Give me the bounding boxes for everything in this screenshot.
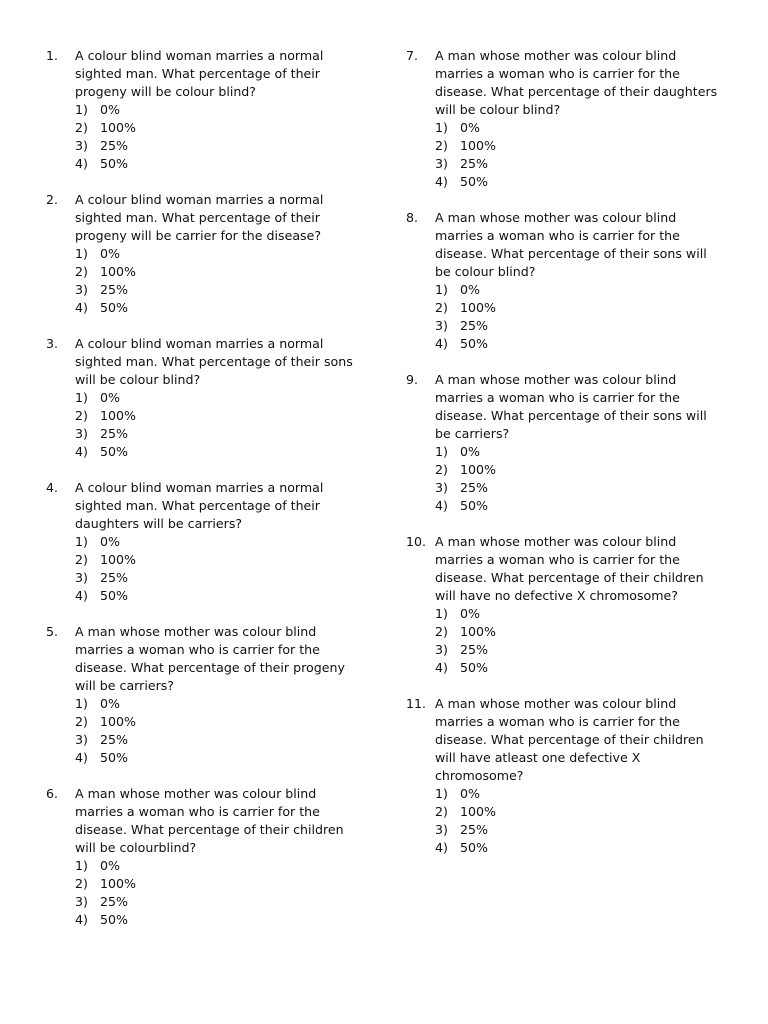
- option[interactable]: [435, 155, 726, 173]
- option-text: 25%: [100, 426, 128, 441]
- column-left: [46, 47, 366, 947]
- question-text: A colour blind woman marries a normal sighted man. What percentage of their progeny will be carrier for the disease?: [75, 192, 324, 243]
- question-text: A colour blind woman marries a normal sighted man. What percentage of their progeny will be colour blind?: [75, 48, 324, 99]
- option-text: 50%: [100, 750, 128, 765]
- option-text: 50%: [100, 912, 128, 927]
- option-text: 50%: [460, 840, 488, 855]
- question-number: 5.: [46, 624, 59, 639]
- question: [46, 191, 366, 317]
- option-text: 50%: [460, 660, 488, 675]
- question-header: [46, 191, 366, 245]
- question-text: A man whose mother was colour blind marries a woman who is carrier for the disease. What percentage of their children will have atleast one defective X chromosome?: [435, 696, 704, 783]
- option-number: 4): [75, 300, 88, 315]
- question-text: A man whose mother was colour blind marries a woman who is carrier for the disease. What percentage of their progeny will be carriers?: [75, 624, 345, 693]
- option-text: 100%: [100, 552, 137, 567]
- question-text: A colour blind woman marries a normal sighted man. What percentage of their sons will be colour blind?: [75, 336, 353, 387]
- option-text: 25%: [460, 480, 488, 495]
- option-number: 3): [75, 570, 88, 585]
- option-number: 2): [75, 714, 88, 729]
- option[interactable]: [75, 713, 366, 731]
- option[interactable]: [435, 479, 726, 497]
- option-text: 0%: [100, 390, 120, 405]
- option-text: 0%: [460, 786, 480, 801]
- question-number: 11.: [406, 696, 427, 711]
- option-list: [75, 245, 366, 317]
- option-number: 2): [75, 264, 88, 279]
- question-number: 7.: [406, 48, 419, 63]
- option-text: 50%: [460, 336, 488, 351]
- option-list: [75, 695, 366, 767]
- question-header: [46, 47, 366, 101]
- option[interactable]: [75, 857, 366, 875]
- option-text: 50%: [460, 174, 488, 189]
- option-number: 2): [75, 408, 88, 423]
- question: [46, 47, 366, 173]
- question-number: 2.: [46, 192, 59, 207]
- option[interactable]: [435, 839, 726, 857]
- option[interactable]: [435, 137, 726, 155]
- option-number: 3): [435, 480, 448, 495]
- option[interactable]: [75, 533, 366, 551]
- option-text: 100%: [460, 138, 497, 153]
- option-number: 3): [75, 282, 88, 297]
- question-header: [46, 785, 366, 857]
- option-text: 100%: [100, 714, 137, 729]
- option[interactable]: [435, 641, 726, 659]
- option-text: 100%: [100, 120, 137, 135]
- option-number: 4): [75, 912, 88, 927]
- column-right: [406, 47, 726, 875]
- option-number: 3): [75, 426, 88, 441]
- question: [406, 209, 726, 353]
- option-text: 0%: [100, 102, 120, 117]
- option-text: 0%: [100, 534, 120, 549]
- option-list: [435, 119, 726, 191]
- option[interactable]: [75, 137, 366, 155]
- option-text: 25%: [100, 282, 128, 297]
- option[interactable]: [75, 389, 366, 407]
- option-number: 4): [435, 336, 448, 351]
- option[interactable]: [75, 245, 366, 263]
- question-number: 3.: [46, 336, 59, 351]
- option[interactable]: [75, 425, 366, 443]
- question-header: [406, 371, 726, 443]
- option[interactable]: [435, 821, 726, 839]
- question: [406, 533, 726, 677]
- option-text: 25%: [460, 318, 488, 333]
- question-text: A man whose mother was colour blind marries a woman who is carrier for the disease. What percentage of their children will be colourblind?: [75, 786, 344, 855]
- option-number: 1): [75, 858, 88, 873]
- option-number: 3): [75, 732, 88, 747]
- option[interactable]: [435, 317, 726, 335]
- option[interactable]: [435, 281, 726, 299]
- option[interactable]: [75, 407, 366, 425]
- option-number: 1): [75, 246, 88, 261]
- question-header: [46, 335, 366, 389]
- option-text: 0%: [100, 858, 120, 873]
- option-text: 100%: [460, 462, 497, 477]
- question: [46, 479, 366, 605]
- question-number: 1.: [46, 48, 59, 63]
- question: [406, 695, 726, 857]
- question-header: [406, 47, 726, 119]
- option[interactable]: [75, 893, 366, 911]
- question-number: 6.: [46, 786, 59, 801]
- option-list: [435, 785, 726, 857]
- question: [406, 47, 726, 191]
- option-number: 1): [435, 120, 448, 135]
- option-number: 1): [75, 390, 88, 405]
- option[interactable]: [435, 299, 726, 317]
- option-text: 25%: [100, 570, 128, 585]
- option-list: [435, 605, 726, 677]
- option[interactable]: [75, 263, 366, 281]
- question-number: 8.: [406, 210, 419, 225]
- option-number: 3): [435, 642, 448, 657]
- option-number: 2): [75, 876, 88, 891]
- option[interactable]: [75, 119, 366, 137]
- option-text: 50%: [100, 588, 128, 603]
- option-number: 4): [435, 174, 448, 189]
- option-text: 25%: [460, 822, 488, 837]
- option-number: 1): [75, 102, 88, 117]
- question-number: 4.: [46, 480, 59, 495]
- option[interactable]: [75, 731, 366, 749]
- option-text: 100%: [100, 876, 137, 891]
- option-number: 1): [75, 534, 88, 549]
- option-number: 2): [435, 462, 448, 477]
- option-list: [435, 281, 726, 353]
- option-number: 1): [435, 282, 448, 297]
- option[interactable]: [435, 623, 726, 641]
- option[interactable]: [435, 785, 726, 803]
- option-number: 3): [435, 822, 448, 837]
- option-number: 1): [435, 606, 448, 621]
- option-text: 25%: [100, 732, 128, 747]
- question: [46, 335, 366, 461]
- option[interactable]: [435, 659, 726, 677]
- option-text: 100%: [100, 408, 137, 423]
- option-number: 2): [435, 138, 448, 153]
- question: [46, 623, 366, 767]
- question: [46, 785, 366, 929]
- option-number: 4): [75, 156, 88, 171]
- option[interactable]: [435, 119, 726, 137]
- option[interactable]: [75, 281, 366, 299]
- option-number: 3): [75, 894, 88, 909]
- option[interactable]: [75, 155, 366, 173]
- option[interactable]: [75, 911, 366, 929]
- option[interactable]: [435, 443, 726, 461]
- question-text: A man whose mother was colour blind marries a woman who is carrier for the disease. What percentage of their children will have no defective X chromosome?: [435, 534, 704, 603]
- option-text: 0%: [460, 282, 480, 297]
- question-header: [46, 623, 366, 695]
- option-number: 4): [435, 498, 448, 513]
- option-number: 2): [75, 120, 88, 135]
- option-list: [75, 857, 366, 929]
- option[interactable]: [75, 101, 366, 119]
- option-number: 2): [435, 624, 448, 639]
- option[interactable]: [75, 587, 366, 605]
- option-text: 100%: [460, 804, 497, 819]
- option-text: 0%: [460, 606, 480, 621]
- option-text: 50%: [100, 300, 128, 315]
- option-number: 4): [75, 444, 88, 459]
- question-header: [406, 695, 726, 785]
- option-text: 25%: [460, 642, 488, 657]
- option-text: 0%: [100, 696, 120, 711]
- option-text: 0%: [100, 246, 120, 261]
- option-number: 3): [75, 138, 88, 153]
- option-list: [75, 533, 366, 605]
- question: [406, 371, 726, 515]
- option-number: 4): [435, 840, 448, 855]
- question-text: A man whose mother was colour blind marries a woman who is carrier for the disease. What percentage of their daughters will be colour blind?: [435, 48, 718, 117]
- option[interactable]: [75, 443, 366, 461]
- option-number: 4): [435, 660, 448, 675]
- option-list: [75, 389, 366, 461]
- option-text: 50%: [460, 498, 488, 513]
- question-header: [406, 533, 726, 605]
- option-text: 100%: [100, 264, 137, 279]
- option-list: [75, 101, 366, 173]
- option[interactable]: [75, 299, 366, 317]
- option-text: 100%: [460, 624, 497, 639]
- option-text: 25%: [100, 894, 128, 909]
- option[interactable]: [75, 569, 366, 587]
- option[interactable]: [435, 605, 726, 623]
- question-text: A man whose mother was colour blind marries a woman who is carrier for the disease. What percentage of their sons will be carriers?: [435, 372, 707, 441]
- option-number: 1): [435, 444, 448, 459]
- option-text: 50%: [100, 156, 128, 171]
- option[interactable]: [435, 803, 726, 821]
- option[interactable]: [435, 497, 726, 515]
- option-text: 25%: [100, 138, 128, 153]
- question-number: 9.: [406, 372, 419, 387]
- option-number: 3): [435, 156, 448, 171]
- option[interactable]: [75, 875, 366, 893]
- option[interactable]: [435, 461, 726, 479]
- option[interactable]: [435, 173, 726, 191]
- option-text: 100%: [460, 300, 497, 315]
- question-header: [406, 209, 726, 281]
- option[interactable]: [75, 749, 366, 767]
- option[interactable]: [75, 695, 366, 713]
- option[interactable]: [75, 551, 366, 569]
- option-text: 50%: [100, 444, 128, 459]
- option-number: 2): [435, 804, 448, 819]
- question-text: A colour blind woman marries a normal sighted man. What percentage of their daughters will be carriers?: [75, 480, 324, 531]
- option[interactable]: [435, 335, 726, 353]
- question-text: A man whose mother was colour blind marries a woman who is carrier for the disease. What percentage of their sons will be colour blind?: [435, 210, 707, 279]
- question-header: [46, 479, 366, 533]
- question-number: 10.: [406, 534, 427, 549]
- option-number: 1): [435, 786, 448, 801]
- option-text: 25%: [460, 156, 488, 171]
- option-list: [435, 443, 726, 515]
- option-number: 3): [435, 318, 448, 333]
- option-text: 0%: [460, 120, 480, 135]
- option-number: 2): [75, 552, 88, 567]
- option-text: 0%: [460, 444, 480, 459]
- option-number: 4): [75, 750, 88, 765]
- option-number: 1): [75, 696, 88, 711]
- option-number: 4): [75, 588, 88, 603]
- option-number: 2): [435, 300, 448, 315]
